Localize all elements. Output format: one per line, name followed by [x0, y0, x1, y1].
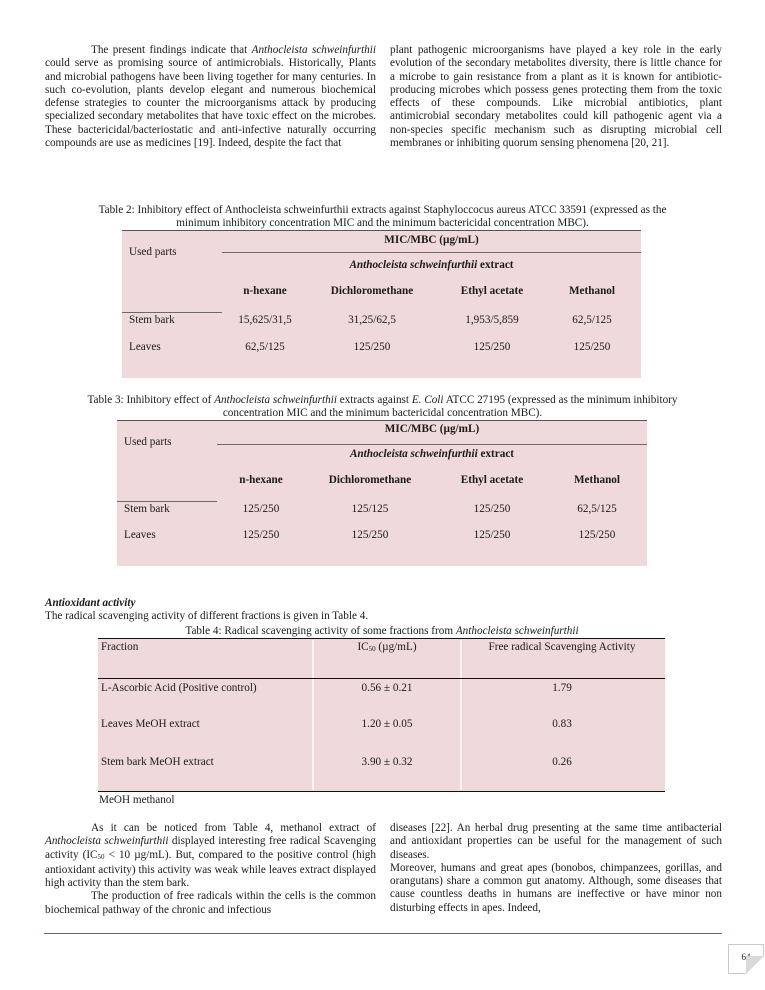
table4-col-fraction: Fraction: [101, 641, 139, 653]
table4-col-ic50: $IC_{50}$ (µg/mL): [357, 641, 417, 653]
table4-bottom-rule: [98, 791, 665, 792]
table2-col-nhexane: n-hexane: [243, 285, 287, 297]
table3-cell: 125/250: [242, 503, 280, 515]
table3-col-dichloromethane: Dichloromethane: [328, 474, 412, 486]
page-number-badge: [728, 944, 764, 974]
table4-footnote: MeOH methanol: [99, 794, 175, 806]
table2-subgroup-header: Anthocleista schweinfurthii extract: [349, 259, 514, 271]
table3-col-methanol: Methanol: [574, 474, 620, 486]
table4-caption: Table 4: Radical scavenging activity of some fractions from Anthocleista schweinfurthii: [185, 625, 579, 637]
table3-cell: 125/250: [473, 529, 511, 541]
table3-cell: 125/250: [578, 529, 616, 541]
table4-top-rule: [98, 638, 665, 639]
table2-row-part: Leaves: [129, 341, 161, 353]
table2-cell: 125/250: [573, 341, 611, 353]
table3-col-ethyl-acetate: Ethyl acetate: [460, 474, 524, 486]
table2-col-dichloromethane: Dichloromethane: [330, 285, 414, 297]
table3-row-header: Used parts: [124, 436, 172, 448]
table3-group-header: MIC/MBC (µg/mL): [384, 423, 480, 435]
table2-group-header: MIC/MBC (µg/mL): [384, 234, 479, 246]
table2-cell: 62,5/125: [245, 341, 285, 353]
table4-row-activity: 0.26: [552, 756, 572, 768]
table3-cell: 125/250: [473, 503, 511, 515]
table4-col-activity: Free radical Scavenging Activity: [488, 641, 636, 653]
table4-row-activity: 0.83: [552, 718, 572, 730]
table4-header-rule: [98, 678, 665, 679]
table3-group-rule: [217, 444, 647, 445]
table4-row-activity: 1.79: [552, 682, 572, 694]
top-left-paragraph: The present findings indicate that Anthocleista schweinfurthii could serve as promising source of antimicrobials. Historically, Plants and microbial pathogens have been living together for many centuries. In such co-evolution, plants develop elegant and numerous biochemical defense strategies to counter the microorganisms attack by producing specialized secondary metabolites that have toxic effect on the microbes. These bactericidal/bacteriostatic and anti-infective naturally occurring compounds are use as medicines [19]. Indeed, despite the fact that: [45, 44, 376, 150]
page-curl-icon: [746, 956, 764, 974]
antioxidant-heading: Antioxidant activity: [45, 597, 136, 609]
table3-top-rule: [117, 420, 647, 421]
table2-col-methanol: Methanol: [569, 285, 615, 297]
table4-row-ic50: 0.56 ± 0.21: [361, 682, 413, 694]
table3-subgroup-header: Anthocleista schweinfurthii extract: [349, 448, 515, 460]
table3-cell: 125/125: [351, 503, 389, 515]
table4-row-fraction: Leaves MeOH extract: [101, 718, 200, 730]
table2-cell: 1,953/5,859: [465, 314, 519, 326]
table4-row-fraction: Stem bark MeOH extract: [101, 756, 214, 768]
antioxidant-intro: The radical scavenging activity of different fractions is given in Table 4.: [45, 610, 369, 622]
table4: [98, 638, 665, 792]
table2-cell: 15,625/31,5: [238, 314, 292, 326]
table2-stub-rule: [122, 312, 222, 313]
table2-row-header: Used parts: [129, 246, 177, 258]
table4-row-fraction: L-Ascorbic Acid (Positive control): [101, 682, 257, 694]
table2-caption: Table 2: Inhibitory effect of Anthocleista schweinfurthii extracts against Staphyloccocus aureus ATCC 33591 (expressed as the minimum inhibitory concentration MIC and the minimum bactericidal concentration MBC).: [98, 204, 667, 229]
species-name: Anthocleista schweinfurthii: [251, 44, 376, 56]
top-right-paragraph: plant pathogenic microorganisms have played a key role in the early evolution of the secondary metabolites diversity, there is little chance for a microbe to gain resistance from a plant as it is known for antibiotic-producing microbes which possess genes protecting them from the toxic effects of these compounds. Like microbial antibiotics, plant antimicrobial secondary metabolites could kill pathogenic agent via a non-species specific mechanism such as disrupting microbial cell membranes or inhibiting quorum sensing phenomena [20, 21].: [390, 44, 722, 150]
table2-cell: 31,25/62,5: [348, 314, 396, 326]
table4-row-ic50: 3.90 ± 0.32: [361, 756, 413, 768]
table3-stub-rule: [117, 501, 217, 502]
table2-cell: 125/250: [473, 341, 511, 353]
table2-group-rule: [222, 252, 641, 253]
table2-cell: 125/250: [353, 341, 391, 353]
table3-cell: 62,5/125: [577, 503, 617, 515]
table2-cell: 62,5/125: [572, 314, 612, 326]
footer-rule: [44, 933, 722, 934]
table3-row-part: Stem bark: [124, 503, 170, 515]
table4-row-ic50: 1.20 ± 0.05: [361, 718, 413, 730]
bottom-right-paragraphs: diseases [22]. An herbal drug presenting at the same time antibacterial and antioxidant properties can be useful for the management of such diseases. Moreover, humans and great apes (bonobos, chimpanzees, gorillas, and orangutans) share a common gut anatomy. Although, some diseases that cause countless deaths in humans are ineffective or have minor non disturbing effects in apes. Indeed,: [390, 822, 722, 914]
table3-col-nhexane: n-hexane: [239, 474, 283, 486]
table3-cell: 125/250: [351, 529, 389, 541]
page-number: 64: [741, 952, 751, 962]
table2-top-rule: [122, 230, 641, 231]
table3-cell: 125/250: [242, 529, 280, 541]
table3: [117, 420, 647, 566]
table2-col-ethyl-acetate: Ethyl acetate: [460, 285, 524, 297]
table3-row-part: Leaves: [124, 529, 156, 541]
table3-caption: Table 3: Inhibitory effect of Anthocleista schweinfurthii extracts against E. Coli ATCC 27195 (expressed as the minimum inhibitory concentration MIC and the minimum bactericidal concentration MBC).: [87, 394, 678, 419]
table2-row-part: Stem bark: [129, 314, 175, 326]
table2: [122, 230, 641, 378]
bottom-left-paragraphs: As it can be noticed from Table 4, methanol extract of Anthocleista schweinfurthii displayed interesting free radical Scavenging activity ($IC_{50} < 10$ µg/mL). But, compared to the positive control (high antioxidant activity) this activity was weak while leaves extract displayed high activity than the stem bark. The production of free radicals within the cells is the common biochemical pathway of the chronic and infectious: [45, 822, 376, 916]
